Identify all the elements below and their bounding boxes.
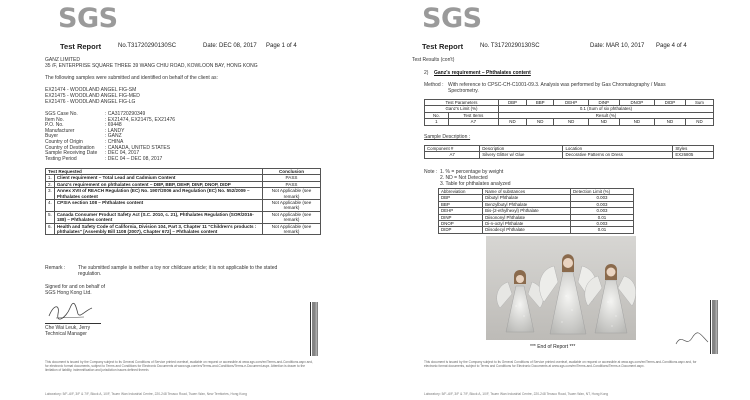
barcode-image	[710, 300, 718, 354]
sgs-logo: SGS	[422, 3, 482, 34]
lab-address: Laboratory: 5/F–6/F, 3/F & 7/F, Block A, 10/F, Tsuen Wan Industrial Centre, 220-248 Texaco Road, Tsuen Wan, New Territories, Hong Kong	[45, 392, 248, 396]
remark-text: regulation.	[78, 271, 102, 277]
report-number: No.T31720290130SC	[118, 43, 177, 49]
table-header-row: Test Parameters DBP BBP DEHP DINP DNOP DIDP Sum	[425, 100, 714, 106]
table-header-row: Component # Description Location Styles	[425, 146, 714, 152]
page-number: Page 4 of 4	[656, 43, 687, 49]
sample-description-label: Sample Description :	[424, 134, 471, 140]
report-title: Test Report	[60, 42, 102, 51]
sample-line: EX21476 - WOODLAND ANGEL FIG-LG	[45, 99, 136, 105]
field-row: Buyer : GANZ	[45, 133, 122, 140]
note-label: Note :	[424, 169, 438, 175]
table-row: DIDP Diisodecyl Phthalate 0.01	[439, 227, 634, 233]
company-name: GANZ LIMITED	[45, 57, 81, 63]
legal-footer: This document is issued by the Company subject to its General Conditions of Service printed overleaf, available on request or accessible at www.sgs.com/en/Terms-and-Conditions.aspx and, for electronic format documents, subject to Terms and Conditions for Electronic Documents at www.sgs.com/en/Terms-and-Conditions/Terms-e-Document.aspx.	[424, 360, 697, 368]
signed-company-text: SGS Hong Kong Ltd.	[45, 290, 92, 296]
table-row: 1. Client requirement – Total Lead and Cadmium Content PASS	[46, 175, 321, 181]
field-row: Sample Receiving Date : DEC 04, 2017	[45, 150, 140, 157]
test-requested-table	[45, 168, 321, 235]
lab-address: Laboratory: 5/F–6/F, 3/F & 7/F, Block A, 10/F, Tsuen Wan Industrial Centre, 220-248 Texaco Road, Tsuen Wan, NT, Hong Kong	[424, 392, 609, 396]
remark-label: Remark :	[45, 265, 66, 271]
company-address: 35 /F, ENTERPRISE SQUARE THREE 39 WANG CHIU ROAD, KOWLOON BAY, HONG KONG	[45, 63, 258, 69]
field-row: SGS Case No. : CA31720290349	[45, 111, 146, 117]
table-row: DINP Diisononyl Phthalate 0.01	[439, 214, 634, 220]
report-page-1	[18, 0, 326, 400]
note-line: 2. ND = Not Detected	[440, 175, 488, 181]
report-date: Date: DEC 08, 2017	[203, 43, 257, 49]
table-row: 1 A7 ND ND ND ND ND ND ND	[425, 119, 714, 125]
table-row: BBP Benzylbutyl Phthalate 0.003	[439, 201, 634, 207]
sample-line: EX21474 - WOODLAND ANGEL FIG-SM	[45, 87, 137, 93]
field-row: Country of Origin : CHINA	[45, 139, 124, 145]
method-text: With reference to CPSC-CH-C1001-09.3. Analysis was performed by Gas Chromatography / Mass	[448, 82, 666, 88]
table-row: 5. Canada Consumer Product Safety Act (S.C. 2010, c. 21), Phthalates Regulation (SOR/2016-188) – Phthalates content Not Applicable (see remark)	[46, 211, 321, 223]
sample-line: EX21475 - WOODLAND ANGEL FIG-MED	[45, 93, 140, 99]
abbreviation-table	[438, 188, 634, 234]
signer-name: Che Wai Leuk, Jerry	[45, 325, 91, 331]
table-row: 3. Annex XVII of REACH Regulation (EC) No. 1907/2006 and Regulation (EC) No. 552/2009 – Phthalates content Not Applicable (see remark)	[46, 188, 321, 200]
table-row: No. Test Items Result (%)	[425, 112, 714, 118]
table-row: DBP Dibutyl Phthalate 0.003	[439, 195, 634, 201]
column-header: Conclusion	[263, 169, 321, 175]
section-number: 2)	[424, 70, 429, 76]
report-date: Date: MAR 10, 2017	[590, 43, 645, 49]
table-row: A7 Silvery Glitter w/ Glue Decorative Patterns on Dress EX26805	[425, 152, 714, 158]
table-row: 4. CPSIA section 108 – Phthalates content Not Applicable (see remark)	[46, 200, 321, 212]
end-of-report: *** End of Report ***	[530, 344, 576, 350]
sgs-logo: SGS	[58, 3, 118, 34]
report-number: No. T31720290130SC	[480, 43, 540, 49]
sample-photo	[486, 236, 636, 340]
component-table	[424, 145, 714, 159]
method-label: Method :	[424, 82, 444, 88]
table-header-row: Abbreviation Name of substances Detection Limit (%)	[439, 189, 634, 195]
legal-footer: This document is issued by the Company subject to its General Conditions of Service printed overleaf, available on request or accessible at www.sgs.com/en/Terms-and-Conditions.aspx and, for electronic format documents, subject to Terms and Conditions for Electronic Documents at www.sgs.com/en/Terms-and-Conditions/Terms-e-Document.aspx. Attention is drawn to the limitation of liability, indemnification and jurisdiction issues defined therein.	[45, 360, 313, 372]
barcode-image	[310, 302, 318, 356]
note-line: 1. % = percentage by weight	[440, 169, 504, 175]
signer-title: Technical Manager	[45, 331, 87, 337]
table-row: DNOP Di-n-octyl Phthalate 0.003	[439, 221, 634, 227]
remark-text: The submitted sample is neither a toy nor childcare article; it is not applicable to the stated	[78, 265, 278, 271]
report-header	[18, 42, 326, 52]
results-continued: Test Results (con't)	[412, 57, 455, 63]
table-row: DEHP Bis-(2-ethylhexyl) Phthalate 0.003	[439, 208, 634, 214]
report-title: Test Report	[422, 42, 464, 51]
field-row: Manufacturer : LANDY	[45, 127, 125, 134]
table-row: 2. Ganz's requirement on phthalates content – DBP, BBP, DEHP, DINP, DNOP, DIDP PASS	[46, 181, 321, 187]
phthalate-results-table	[424, 99, 714, 126]
report-header	[410, 42, 720, 52]
field-row: Country of Destination : CANADA, UNITED STATES	[45, 144, 171, 151]
field-row: P.O. No. : 69448	[45, 122, 122, 129]
section-title: Ganz's requirement – Phthalates content	[434, 70, 531, 76]
field-row: Testing Period : DEC 04 – DEC 08, 2017	[45, 155, 163, 162]
method-text: Spectrometry.	[448, 88, 479, 94]
intro-text: The following samples were submitted and identified on behalf of the client as:	[45, 75, 218, 81]
table-row: 6. Health and Safety Code of California, Division 104, Part 3, Chapter 11 "Children's products : phthalates" [Assembly Bill 1108 (2007), Chapter 672] – Phthalates content Not Applicable (see remark)	[46, 223, 321, 235]
page-number: Page 1 of 4	[266, 43, 297, 49]
note-line: 3. Table for phthalates analyzed	[440, 181, 511, 187]
signed-for-text: Signed for and on behalf of	[45, 284, 106, 290]
report-page-4	[410, 0, 720, 400]
signature-line	[45, 323, 101, 324]
signature-image	[46, 300, 96, 322]
column-header: Test Requested	[46, 169, 263, 175]
signature-image	[674, 330, 710, 352]
table-row: Ganz's Limit (%) 0.1 (Sum of six phthalates)	[425, 106, 714, 112]
field-row: Item No. : EX21474, EX21475, EX21476	[45, 116, 176, 123]
